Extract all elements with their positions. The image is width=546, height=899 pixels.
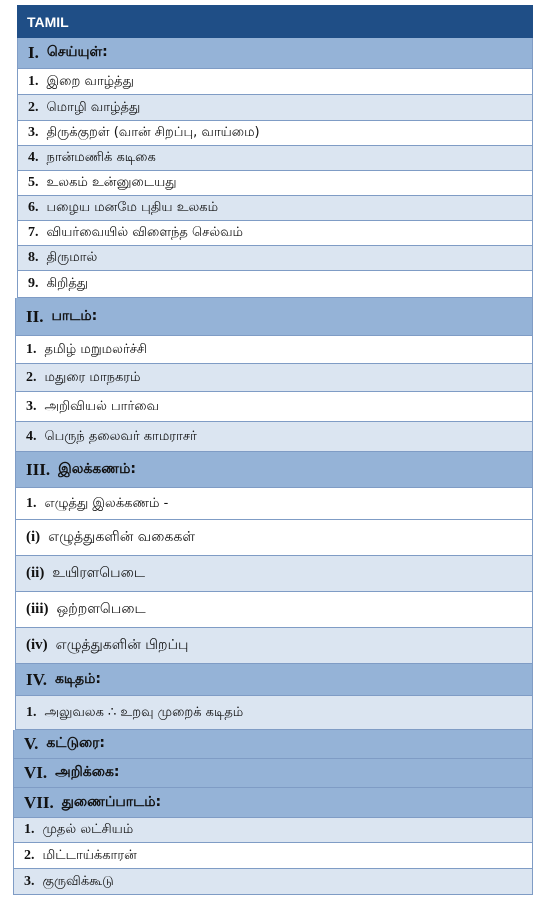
item-number: 8. [28, 250, 39, 265]
list-item [15, 628, 533, 664]
item-number: 1. [24, 822, 35, 837]
item-text: வியர்வையில் விளைந்த செல்வம் [46, 225, 244, 240]
item-text: எழுத்து இலக்கணம் - [44, 495, 169, 511]
item-number: 1. [26, 495, 37, 511]
item-number: 1. [28, 73, 39, 89]
item-number: 2. [28, 99, 39, 115]
item-number: (ii) [26, 565, 45, 581]
item-text: கிறித்து [46, 276, 89, 291]
list-item [17, 69, 533, 95]
section-title: துணைப்பாடம்: [61, 793, 162, 810]
section-title: கடிதம்: [54, 670, 102, 687]
section-header [13, 788, 533, 818]
list-item [17, 246, 533, 271]
section-number: IV. [26, 669, 47, 689]
item-text: நான்மணிக் கடிகை [46, 150, 156, 165]
item-number: 3. [26, 398, 37, 414]
item-number: 9. [28, 276, 39, 291]
item-number: 6. [28, 200, 39, 215]
list-item [15, 520, 533, 556]
item-number: 3. [28, 125, 39, 140]
list-item [15, 336, 533, 364]
list-item [17, 146, 533, 171]
item-text: மொழி வாழ்த்து [46, 99, 141, 115]
section-title: கட்டுரை: [46, 735, 106, 751]
item-number: 2. [26, 369, 37, 385]
item-text: பெருந் தலைவர் காமராசர் [44, 428, 197, 444]
list-item [13, 843, 533, 869]
item-text: குருவிக்கூடு [42, 873, 114, 889]
item-number: 3. [24, 873, 35, 889]
list-item [17, 121, 533, 146]
item-text: உலகம் உன்னுடையது [46, 175, 177, 190]
section-header [17, 38, 533, 69]
section-title: அறிக்கை: [55, 764, 120, 780]
section-header [15, 664, 533, 696]
list-item [15, 364, 533, 392]
item-text: அறிவியல் பார்வை [44, 398, 159, 414]
section-header [13, 730, 533, 759]
list-item [15, 592, 533, 628]
section-number: I. [28, 43, 39, 62]
item-text: முதல் லட்சியம் [42, 822, 134, 837]
item-text: திருமால் [46, 250, 98, 265]
section-title: செய்யுள்: [46, 44, 108, 60]
item-text: உயிரளபெடை [52, 564, 145, 581]
list-item [17, 271, 533, 298]
list-item [15, 556, 533, 592]
item-text: எழுத்துகளின் பிறப்பு [55, 636, 189, 653]
item-text: மதுரை மாநகரம் [44, 369, 141, 385]
section-title: பாடம்: [51, 307, 98, 324]
item-number: 5. [28, 175, 39, 190]
item-text: இறை வாழ்த்து [46, 73, 134, 89]
list-item [15, 488, 533, 520]
list-item [13, 869, 533, 895]
section-header [13, 759, 533, 788]
section-number: V. [24, 734, 39, 753]
item-number: 7. [28, 225, 39, 240]
page-title: TAMIL [27, 13, 69, 30]
list-item [17, 171, 533, 196]
item-text: ஒற்றளபெடை [56, 600, 146, 617]
item-number: 2. [24, 847, 35, 863]
item-number: 4. [26, 428, 37, 444]
list-item [15, 696, 533, 730]
list-item [13, 818, 533, 843]
item-text: பழைய மனமே புதிய உலகம் [46, 200, 219, 215]
item-number: 1. [26, 704, 37, 720]
item-number: (i) [26, 529, 41, 545]
section-number: VI. [24, 763, 48, 782]
list-item [15, 392, 533, 422]
section-header [15, 298, 533, 336]
item-text: மிட்டாய்க்காரன் [42, 847, 137, 863]
list-item [17, 196, 533, 221]
list-item [17, 221, 533, 246]
item-number: 4. [28, 150, 39, 165]
list-item [15, 422, 533, 452]
section-header [15, 452, 533, 488]
section-number: II. [26, 306, 44, 326]
title-bar [17, 5, 533, 38]
item-text: திருக்குறள் (வான் சிறப்பு, வாய்மை) [46, 125, 260, 140]
item-number: 1. [26, 341, 37, 357]
section-title: இலக்கணம்: [58, 460, 136, 477]
section-number: VII. [24, 792, 54, 812]
section-number: III. [26, 459, 51, 479]
item-number: (iii) [26, 601, 49, 617]
item-text: அலுவலக ∴ உறவு முறைக் கடிதம் [44, 704, 244, 720]
item-text: தமிழ் மறுமலர்ச்சி [44, 341, 148, 357]
item-text: எழுத்துகளின் வகைகள் [48, 528, 195, 545]
list-item [17, 95, 533, 121]
item-number: (iv) [26, 637, 48, 653]
